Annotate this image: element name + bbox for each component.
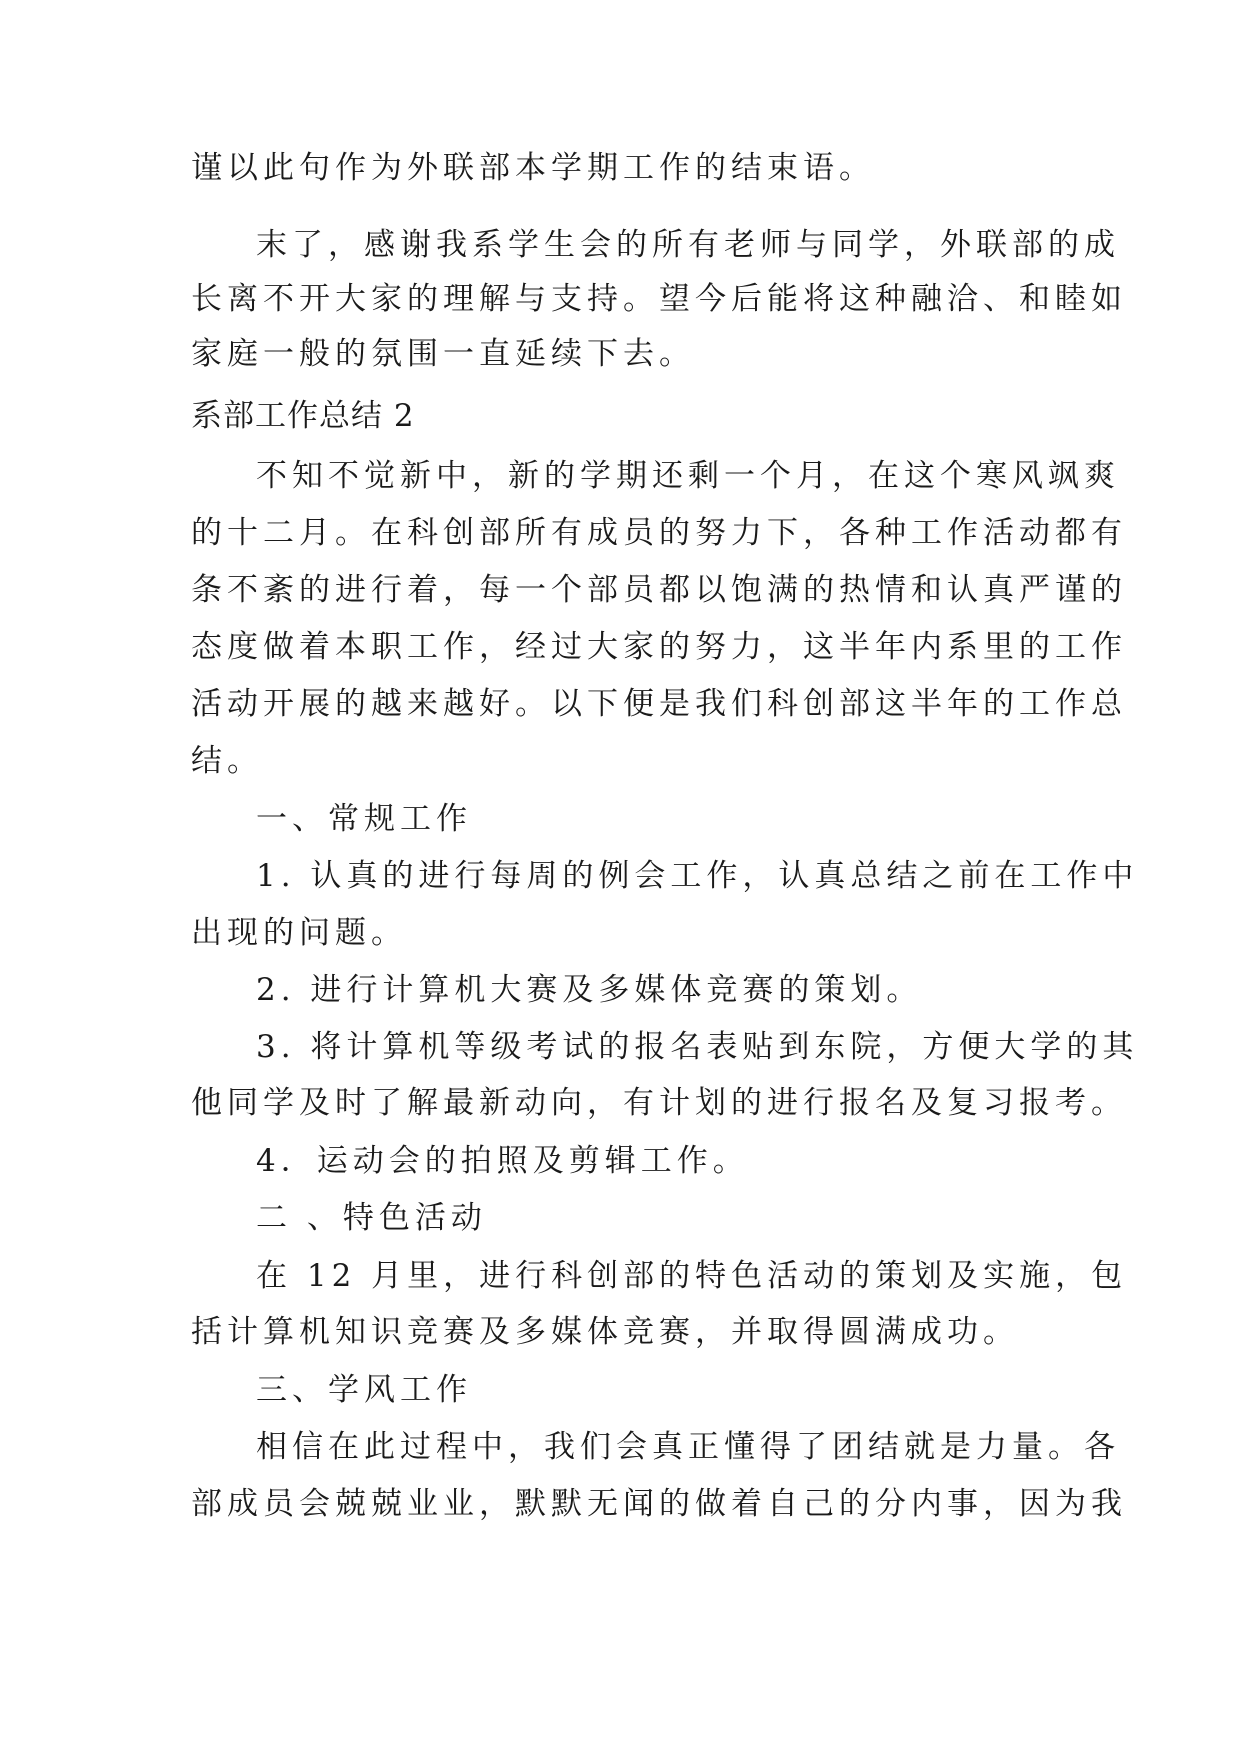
text-line: 活动开展的越来越好。以下便是我们科创部这半年的工作总: [191, 686, 1127, 722]
text-line: 的十二月。在科创部所有成员的努力下，各种工作活动都有: [191, 515, 1127, 551]
list-item: 1. 认真的进行每周的例会工作，认真总结之前在工作中: [256, 858, 1139, 894]
text-line: 长离不开大家的理解与支持。望今后能将这种融洽、和睦如: [191, 281, 1127, 317]
subheading: 二 、特色活动: [256, 1200, 487, 1236]
paragraph-first-line: 不知不觉新中，新的学期还剩一个月，在这个寒风飒爽: [256, 458, 1120, 494]
text-line: 括计算机知识竞赛及多媒体竞赛，并取得圆满成功。: [191, 1314, 1019, 1350]
text-line: 部成员会兢兢业业，默默无闻的做着自己的分内事，因为我: [191, 1486, 1127, 1522]
text-line: 条不紊的进行着，每一个部员都以饱满的热情和认真严谨的: [191, 572, 1127, 608]
section-title: 系部工作总结 2: [191, 398, 415, 434]
text-line: 谨以此句作为外联部本学期工作的结束语。: [191, 150, 875, 186]
text-line: 他同学及时了解最新动向，有计划的进行报名及复习报考。: [191, 1085, 1127, 1121]
text-line: 家庭一般的氛围一直延续下去。: [191, 336, 695, 372]
list-item: 2. 进行计算机大赛及多媒体竞赛的策划。: [256, 972, 923, 1008]
text-line: 结。: [191, 743, 263, 779]
subheading: 一、常规工作: [256, 801, 472, 837]
subheading: 三、学风工作: [256, 1372, 472, 1408]
list-item: 3. 将计算机等级考试的报名表贴到东院，方便大学的其: [256, 1029, 1139, 1065]
text-line: 出现的问题。: [191, 915, 407, 951]
paragraph-first-line: 相信在此过程中，我们会真正懂得了团结就是力量。各: [256, 1429, 1120, 1465]
list-item: 4．运动会的拍照及剪辑工作。: [256, 1143, 749, 1179]
text-line: 态度做着本职工作，经过大家的努力，这半年内系里的工作: [191, 629, 1127, 665]
paragraph-first-line: 在 12 月里，进行科创部的特色活动的策划及实施，包: [256, 1258, 1128, 1294]
paragraph-first-line: 末了，感谢我系学生会的所有老师与同学，外联部的成: [256, 227, 1120, 263]
